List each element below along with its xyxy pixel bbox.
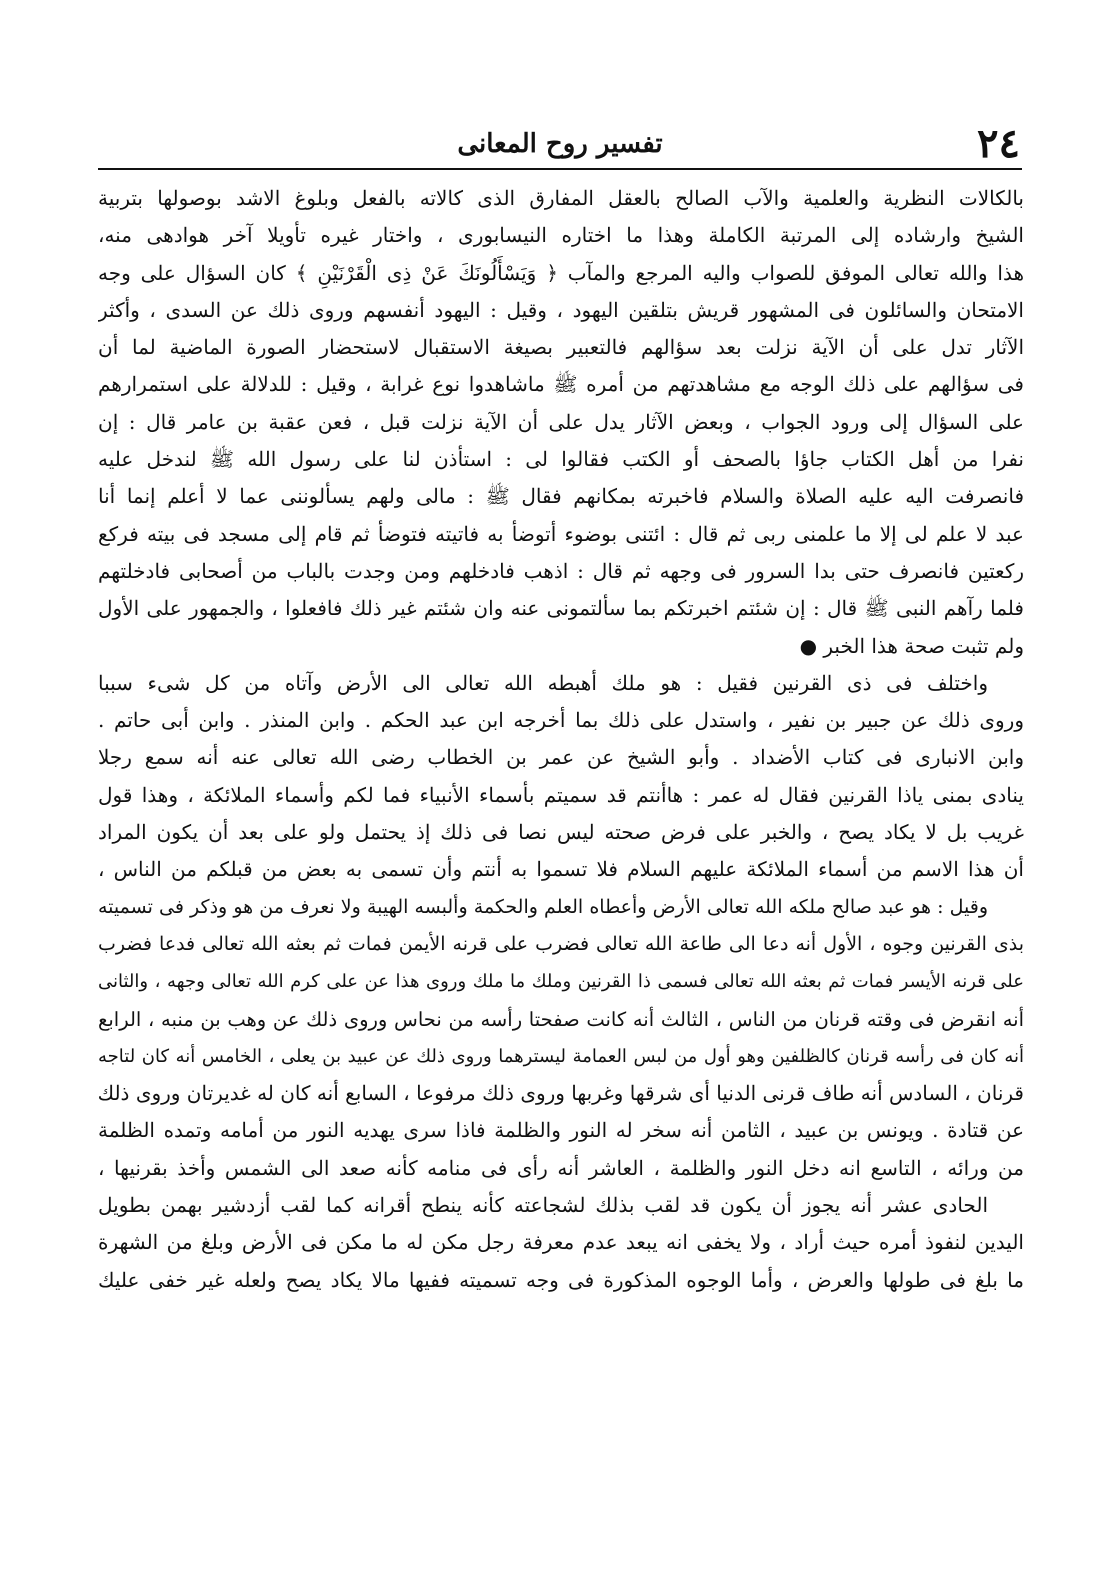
text-line: على السؤال إلى ورود الجواب ، وبعض الآثار يدل على أن الآية نزلت قبل ، فعن عقبة بن عامر قال : إن [98,409,1024,434]
text-line: هذا والله تعالى الموفق للصواب واليه المرجع والمآب ﴿ وَيَسْأَلُونَكَ عَنْ ذِى الْقَرْنَيْنِ ﴾ كان السؤال على وجه [98,260,1024,285]
text-line: قرنان ، السادس أنه طاف قرنى الدنيا أى شرقها وغربها وروى ذلك مرفوعا ، السابع أنه كان له غديرتان وروى ذلك [98,1081,1024,1106]
text-line: وابن الانبارى فى كتاب الأضداد . وأبو الشيخ عن عمر بن الخطاب رضى الله تعالى عنه أنه سمع رجلا [98,745,1024,770]
running-title: تفسير روح المعانى [457,129,663,159]
page-number: ٢٤ [977,120,1020,167]
text-line: على قرنه الأيسر فمات ثم بعثه الله تعالى فسمى ذا القرنين وملك ما ملك وروى هذا عن على كرم الله تعالى وجهه ، والثانى [98,971,1024,993]
text-line: فانصرفت اليه عليه الصلاة والسلام فاخبرته بمكانهم فقال ﷺ : مالى ولهم يسألوننى عما لا أعلم إنما أنا [98,484,1024,509]
text-line: ركعتين فانصرف حتى بدا السرور فى وجهه ثم قال : اذهب فادخلهم ومن وجدت بالباب من أصحابى فادخلتهم [98,558,1024,583]
text-line: غريب بل لا يكاد يصح ، والخبر على فرض صحته ليس نصا فى ذلك إذ يحتمل ولو على بعد أن يكون المراد [98,820,1024,845]
paragraph-start-line: واختلف فى ذى القرنين فقيل : هو ملك أهبطه الله تعالى الى الأرض وآتاه من كل شىء سببا [98,670,988,695]
text-line: الشيخ وارشاده إلى المرتبة الكاملة وهذا ما اختاره النيسابورى ، واختار غيره تأويلا آخر هوادهى منه، [98,223,1024,248]
header-rule [98,168,1022,170]
page-header [100,122,1020,166]
text-line: بذى القرنين وجوه ، الأول أنه دعا الى طاعة الله تعالى فضرب على قرنه الأيمن فمات ثم بعثه الله تعالى فدعا فضرب [98,932,1024,955]
text-line: ينادى بمنى ياذا القرنين فقال له عمر : هاأنتم قد سميتم بأسماء الأنبياء فما لكم وأسماء الملائكة ، وهذا قول [98,782,1024,807]
text-line: أن هذا الاسم من أسماء الملائكة عليهم السلام فلا تسموا به أنتم وأن تسمى به بعض من قبلكم من الناس ، [98,857,1024,882]
text-line: وروى ذلك عن جبير بن نفير ، واستدل على ذلك بما أخرجه ابن عبد الحكم . وابن المنذر . وابن أبى حاتم . [98,708,1024,733]
text-line: اليدين لنفوذ أمره حيث أراد ، ولا يخفى انه يبعد عدم معرفة رجل مكن له ما مكن فى الأرض وبلغ من الشهرة [98,1230,1024,1255]
commentary-body [98,180,1024,1299]
text-line: عن قتادة . ويونس بن عبيد ، الثامن أنه سخر له النور والظلمة فاذا سرى يهديه النور من أمامه وتمده الظلمة [98,1118,1024,1143]
paragraph-start-line: وقيل : هو عبد صالح ملكه الله تعالى الأرض وأعطاه العلم والحكمة وألبسه الهيبة ولا نعرف من هو وذكر فى تسميته [98,895,988,918]
text-line: أنه انقرض فى وقته قرنان من الناس ، الثالث أنه كانت صفحتا رأسه من نحاس وروى ذلك عن وهب بن منبه ، الرابع [98,1007,1024,1031]
paragraph-end-line: ولم تثبت صحة هذا الخبر ● [799,633,1024,658]
text-line: أنه كان فى رأسه قرنان كالظلفين وهو أول من لبس العمامة ليسترهما وروى ذلك عن عبيد بن يعلى ، الخامس أنه كان لتاجه [98,1045,1024,1067]
text-line: بالكالات النظرية والعلمية والآب الصالح بالعقل المفارق الذى كالاته بالفعل وبلوغ الاشد بوصولها بتربية [98,186,1024,210]
paragraph-start-line: الحادى عشر أنه يجوز أن يكون قد لقب بذلك لشجاعته كأنه ينطح أقرانه كما لقب أزدشير بهمن بطويل [98,1193,988,1218]
text-line: فلما رآهم النبى ﷺ قال : إن شئتم اخبرتكم بما سألتمونى عنه وان شئتم غير ذلك فافعلوا ، والجمهور على الأول [98,596,1024,621]
text-line: الآثار تدل على أن الآية نزلت بعد سؤالهم فالتعبير بصيغة الاستقبال لاستحضار الصورة الماضية لما أن [98,335,1024,360]
text-line: ما بلغ فى طولها والعرض ، وأما الوجوه المذكورة فى وجه تسميته ففيها مالا يكاد يصح ولعله غير خفى عليك [98,1267,1024,1292]
text-line: الامتحان والسائلون فى المشهور قريش بتلقين اليهود ، وقيل : اليهود أنفسهم وروى ذلك عن السدى ، وأكثر [98,297,1024,322]
text-line: نفرا من أهل الكتاب جاؤا بالصحف أو الكتب فقالوا لى : استأذن لنا على رسول الله ﷺ لندخل عليه [98,447,1024,472]
text-line: عبد لا علم لى إلا ما علمنى ربى ثم قال : ائتنى بوضوء أتوضأ به فاتيته فتوضأ ثم قام إلى مسجد فى بيته فركع [98,521,1024,546]
text-line: من ورائه ، التاسع انه دخل النور والظلمة ، العاشر أنه رأى فى منامه كأنه صعد الى الشمس وأخذ بقرنيها ، [98,1155,1024,1180]
text-line: فى سؤالهم على ذلك الوجه مع مشاهدتهم من أمره ﷺ ماشاهدوا نوع غرابة ، وقيل : للدلالة على استمرارهم [98,372,1024,397]
